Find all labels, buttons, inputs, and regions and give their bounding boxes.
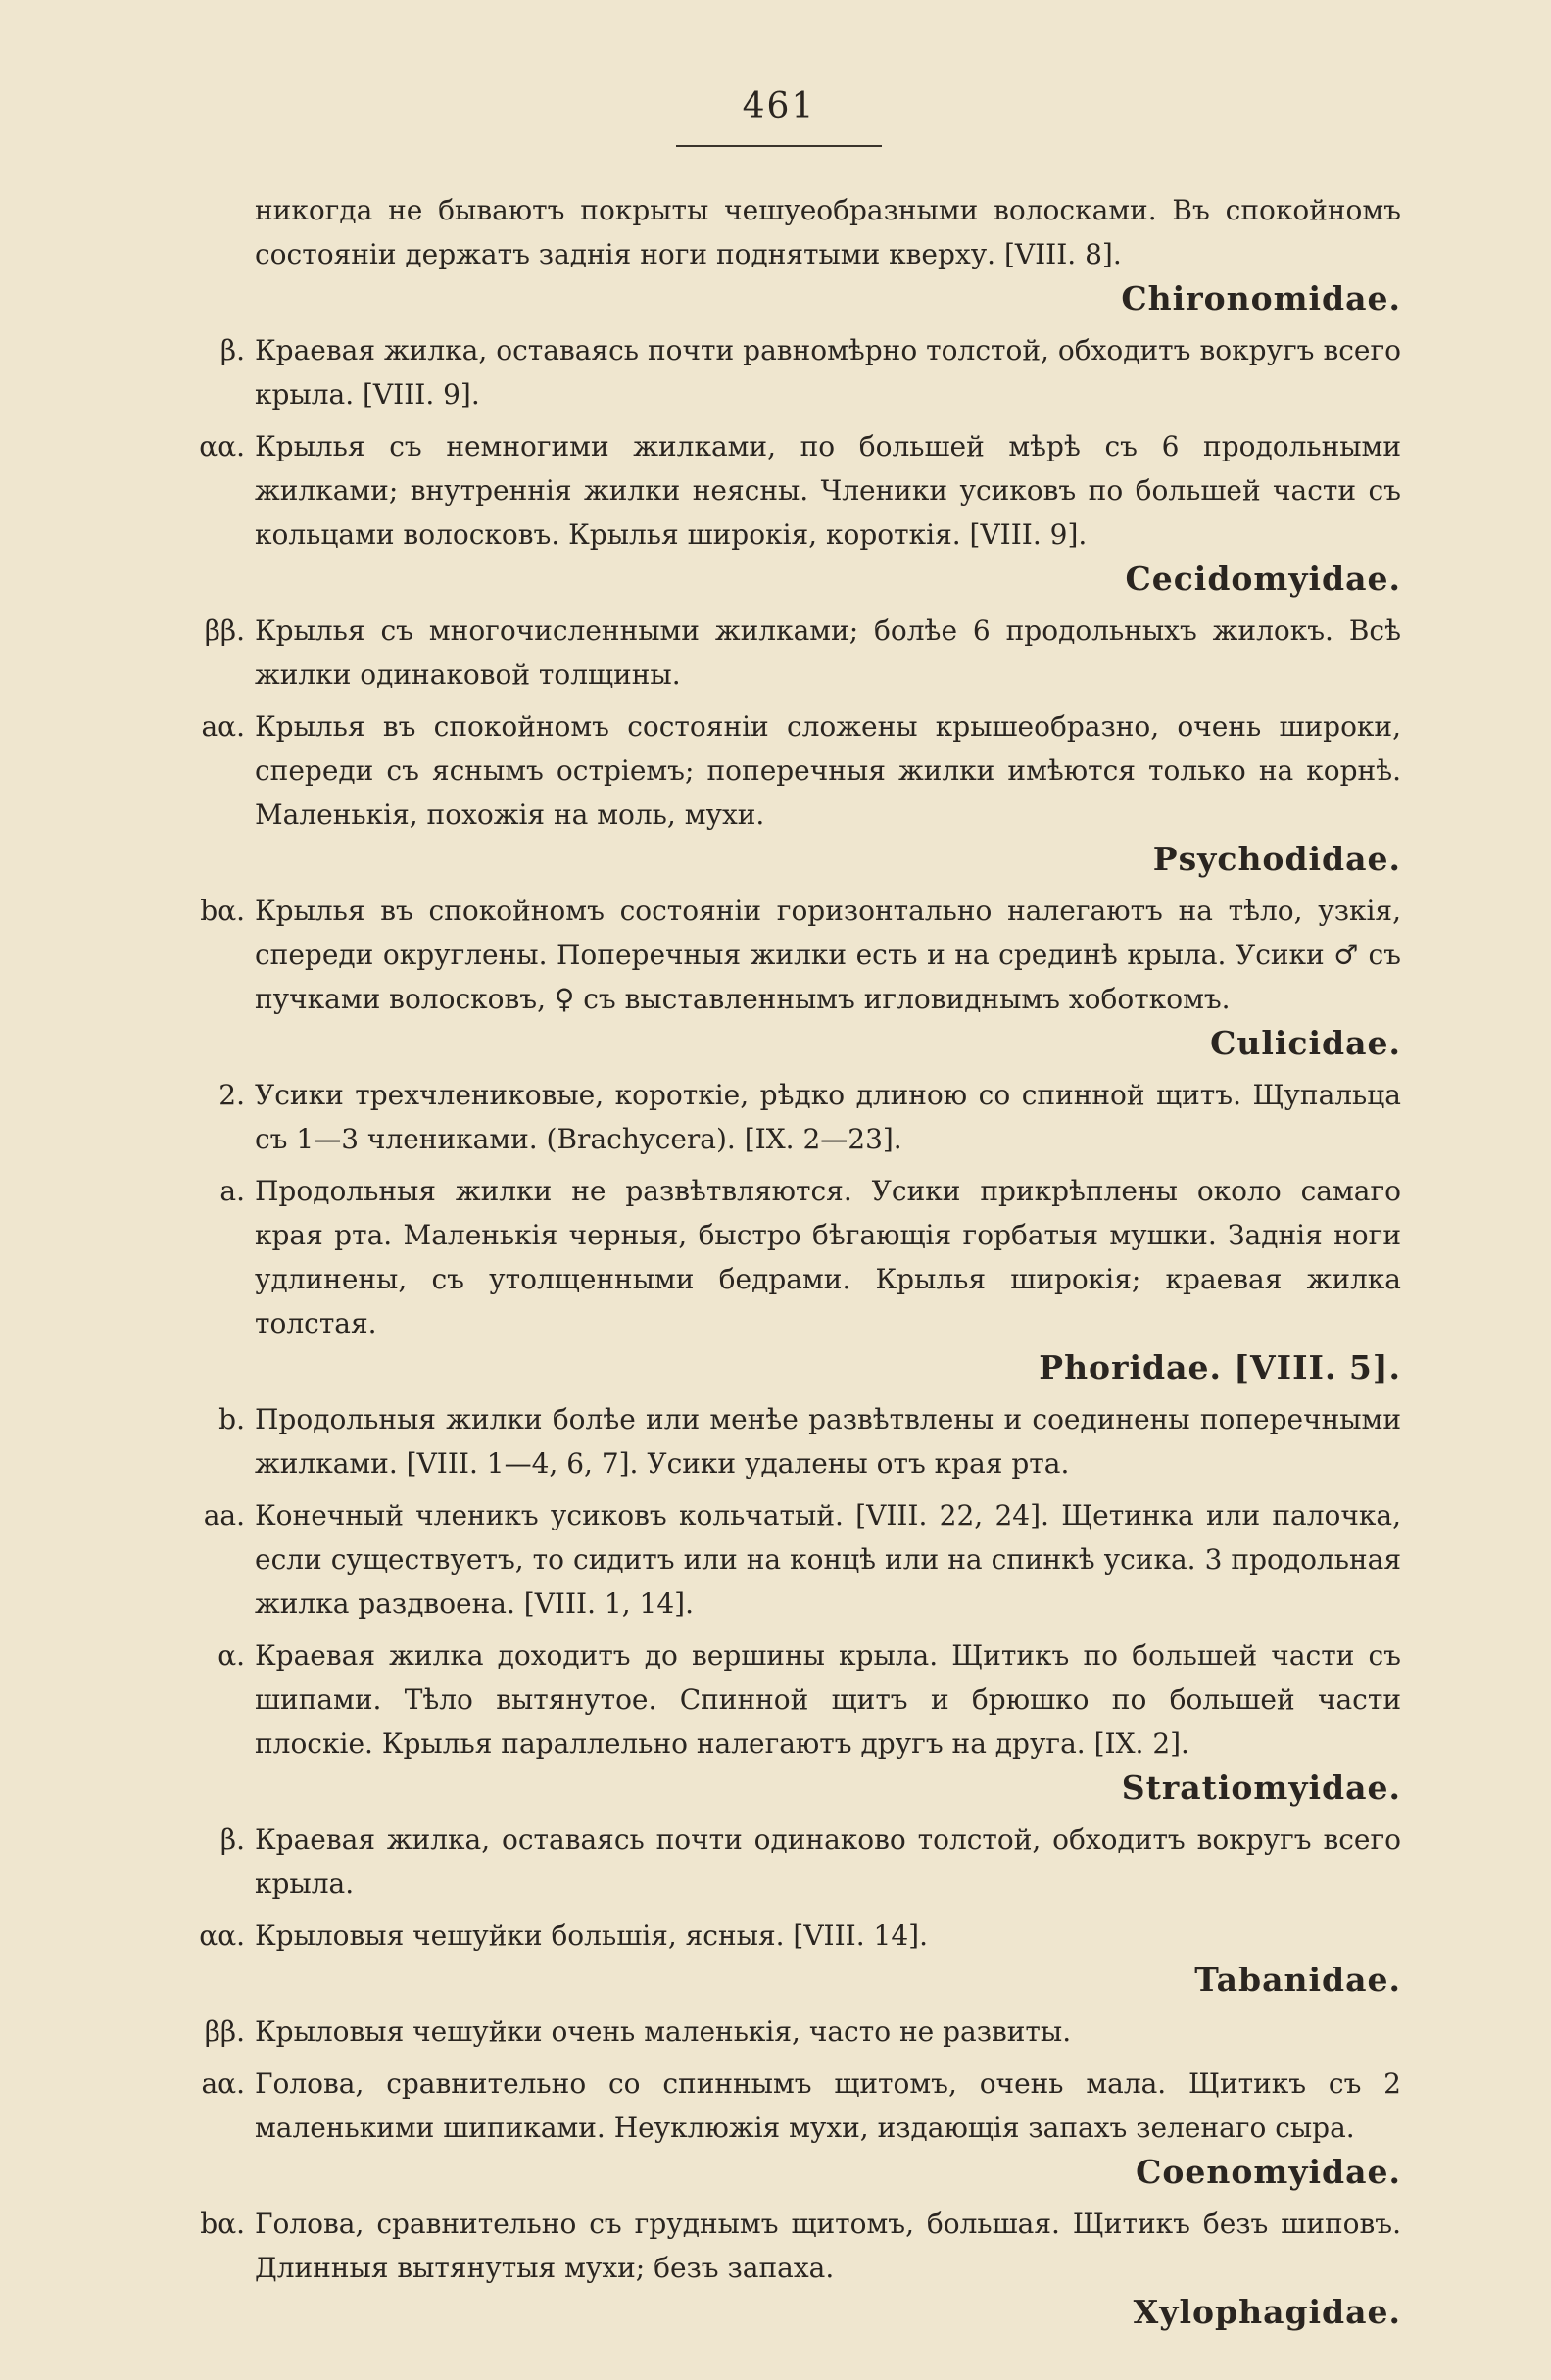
entry-marker: b. [218, 1403, 245, 1435]
key-entry [176, 188, 1401, 320]
entry-text: Конечный членикъ усиковъ кольчатый. [VIII. 22, 24]. Щетинка или палочка, если существуетъ, то сидитъ или на концѣ или на спинкѣ усика. 3 продольная жилка раздвоена. [VIII. 1, 14]. [255, 1499, 1401, 1620]
family-name: Stratiomyidae. [1121, 1769, 1401, 1807]
entry-marker: bα. [200, 2208, 245, 2240]
key-text [176, 188, 1401, 2342]
entry-marker: aa. [203, 1499, 245, 1531]
entry-marker: β. [219, 334, 245, 366]
key-entry [176, 608, 1401, 697]
family-name: Coenomyidae. [1136, 2153, 1401, 2191]
entry-text: Усики трехчлениковые, короткiе, рѣдко длиною со спинной щитъ. Щупальца съ 1—3 члениками. (Brachycera). [IX. 2—23]. [255, 1079, 1401, 1155]
entry-text: Продольныя жилки не развѣтвляются. Усики прикрѣплены около самаго края рта. Маленькiя черныя, быстро бѣгающiя горбатыя мушки. Заднiя ноги удлинены, съ утолщенными бедрами. Крылья широкiя; краевая жилка толстая. [255, 1175, 1401, 1339]
entry-marker: α. [218, 1639, 245, 1672]
entry-text: Голова, сравнительно съ груднымъ щитомъ, большая. Щитикъ безъ шиповъ. Длинныя вытянутыя мухи; безъ запаха. [255, 2208, 1401, 2284]
entry-marker: αα. [199, 430, 245, 462]
key-entry [176, 1914, 1401, 2002]
family-name: Phoridae. [VIII. 5]. [1039, 1348, 1401, 1386]
key-entry [176, 2202, 1401, 2334]
entry-marker: ββ. [204, 2016, 245, 2048]
key-entry [176, 424, 1401, 601]
entry-marker: bα. [200, 895, 245, 927]
key-entry [176, 1818, 1401, 1906]
entry-marker: β. [219, 1823, 245, 1856]
key-entry [176, 1169, 1401, 1389]
key-entry [176, 1397, 1401, 1485]
key-entry [176, 2062, 1401, 2194]
family-name: Culicidae. [1210, 1024, 1401, 1062]
entry-text: Краевая жилка, оставаясь почти равномѣрно толстой, обходитъ вокругъ всего крыла. [VIII. 9]. [255, 334, 1401, 411]
entry-text: Крылья въ спокойномъ состоянiи сложены крышеобразно, очень широки, спереди съ яснымъ остріемъ; поперечныя жилки имѣются только на корнѣ. Маленькiя, похожiя на моль, мухи. [255, 710, 1401, 831]
key-entry [176, 1633, 1401, 1810]
family-name: Tabanidae. [1194, 1961, 1401, 1999]
key-entry [176, 889, 1401, 1065]
entry-text: Крылья съ немногими жилками, по большей мѣрѣ съ 6 продольными жилками; внутреннiя жилки неясны. Членики усиковъ по большей части съ кольцами волосковъ. Крылья широкiя, короткiя. [VIII. 9]. [255, 430, 1401, 551]
entry-text: Краевая жилка доходитъ до вершины крыла. Щитикъ по большей части съ шипами. Тѣло вытянутое. Спинной щитъ и брюшко по большей части плоскiе. Крылья параллельно налегаютъ другъ на друга. [IX. 2]. [255, 1639, 1401, 1760]
entry-marker: aα. [201, 2067, 245, 2100]
entry-marker: aα. [201, 710, 245, 743]
family-name: Xylophagidae. [1133, 2293, 1401, 2331]
key-entry [176, 2010, 1401, 2054]
entry-text: Крыловыя чешуйки большiя, ясныя. [VIII. 14]. [255, 1919, 928, 1952]
key-entry [176, 1493, 1401, 1626]
key-entry [176, 704, 1401, 881]
key-entry [176, 1073, 1401, 1161]
family-name: Psychodidae. [1152, 840, 1401, 878]
entry-marker: a. [219, 1175, 245, 1207]
entry-text: Крылья въ спокойномъ состоянiи горизонтально налегаютъ на тѣло, узкiя, спереди округлены. Поперечныя жилки есть и на срединѣ крыла. Усики ♂ съ пучками волосковъ, ♀ съ выставленнымъ игловиднымъ хоботкомъ. [255, 895, 1401, 1015]
entry-text: Голова, сравнительно со спиннымъ щитомъ, очень мала. Щитикъ съ 2 маленькими шипиками. Неуклюжiя мухи, издающiя запахъ зеленаго сыра. [255, 2067, 1401, 2144]
family-name: Chironomidae. [1121, 279, 1401, 317]
family-name: Cecidomyidae. [1125, 559, 1401, 598]
entry-text: Продольныя жилки болѣе или менѣе развѣтвлены и соединены поперечными жилками. [VIII. 1—4, 6, 7]. Усики удалены отъ края рта. [255, 1403, 1401, 1480]
header-rule [676, 145, 882, 147]
page-number: 461 [742, 86, 816, 126]
entry-text: Краевая жилка, оставаясь почти одинаково толстой, обходитъ вокругъ всего крыла. [255, 1823, 1401, 1900]
entry-text: никогда не бываютъ покрыты чешуеобразными волосками. Въ спокойномъ состоянiи держатъ заднiя ноги поднятыми кверху. [VIII. 8]. [255, 194, 1401, 270]
entry-text: Крыловыя чешуйки очень маленькiя, часто не развиты. [255, 2016, 1072, 2048]
entry-marker: ββ. [204, 614, 245, 647]
entry-text: Крылья съ многочисленными жилками; болѣе 6 продольныхъ жилокъ. Всѣ жилки одинаковой толщины. [255, 614, 1401, 691]
entry-marker: 2. [218, 1079, 245, 1111]
key-entry [176, 328, 1401, 416]
entry-marker: αα. [199, 1919, 245, 1952]
